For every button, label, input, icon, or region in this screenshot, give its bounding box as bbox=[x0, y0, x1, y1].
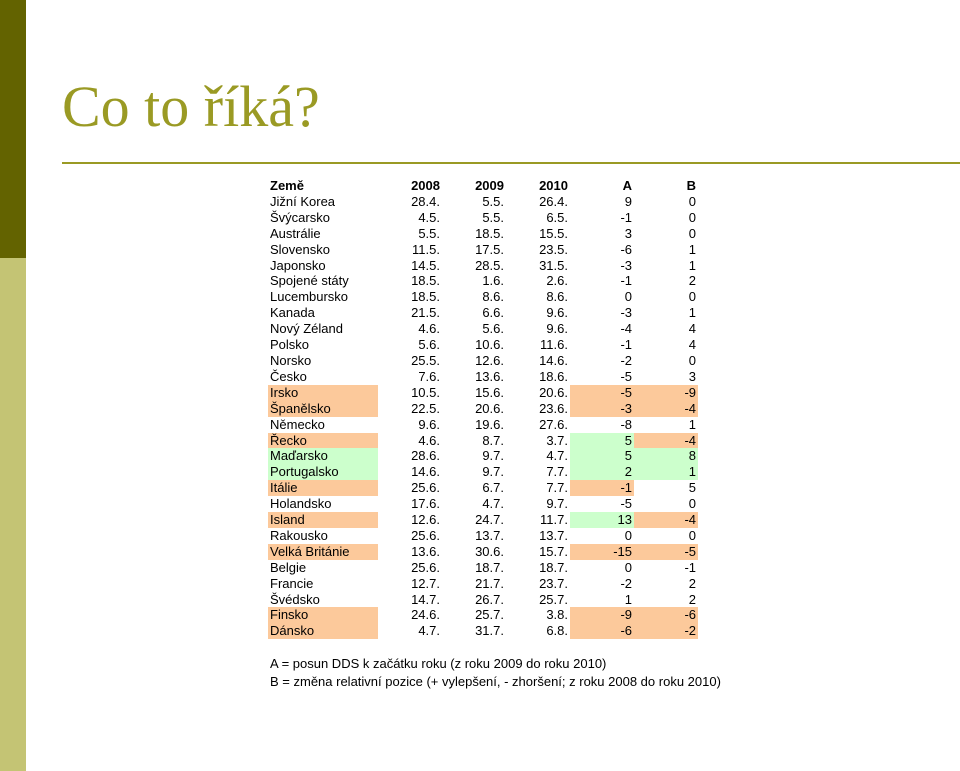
cell-value-b: -5 bbox=[634, 544, 698, 560]
cell-date-2010: 11.6. bbox=[540, 337, 568, 353]
cell-value-a: -15 bbox=[570, 544, 634, 560]
cell-value-a: -3 bbox=[570, 401, 634, 417]
cell-country: Austrálie bbox=[270, 225, 321, 241]
cell-value-a: -9 bbox=[570, 607, 634, 623]
cell-date-2009: 5.6. bbox=[482, 321, 504, 337]
cell-value-a: 5 bbox=[570, 433, 634, 449]
cell-value-a: -1 bbox=[620, 337, 632, 353]
cell-country: Nový Zéland bbox=[270, 321, 343, 337]
cell-date-2010: 23.6. bbox=[539, 400, 568, 416]
cell-value-a: -1 bbox=[620, 209, 632, 225]
cell-date-2008: 7.6. bbox=[418, 368, 440, 384]
table-row bbox=[268, 496, 698, 512]
cell-value-a: 9 bbox=[624, 193, 632, 209]
cell-date-2009: 5.5. bbox=[482, 209, 504, 225]
cell-date-2009: 10.6. bbox=[475, 337, 504, 353]
cell-value-b: 5 bbox=[688, 480, 696, 496]
cell-value-a: -4 bbox=[620, 321, 632, 337]
cell-date-2008: 24.6. bbox=[411, 607, 440, 623]
table-row bbox=[268, 353, 698, 369]
cell-value-a: 3 bbox=[624, 225, 632, 241]
table-row bbox=[268, 321, 698, 337]
cell-date-2009: 26.7. bbox=[475, 591, 504, 607]
cell-date-2009: 6.7. bbox=[482, 480, 504, 496]
cell-date-2009: 8.7. bbox=[482, 432, 504, 448]
cell-date-2010: 18.6. bbox=[539, 368, 568, 384]
cell-date-2009: 1.6. bbox=[482, 273, 504, 289]
cell-date-2009: 18.5. bbox=[475, 225, 504, 241]
cell-date-2009: 21.7. bbox=[475, 575, 504, 591]
table-row bbox=[268, 369, 698, 385]
cell-date-2010: 18.7. bbox=[539, 559, 568, 575]
cell-country: Velká Británie bbox=[268, 544, 378, 560]
table-row bbox=[268, 592, 698, 608]
table-row bbox=[268, 464, 698, 480]
cell-value-a: -6 bbox=[570, 623, 634, 639]
cell-value-a: -5 bbox=[570, 385, 634, 401]
cell-date-2009: 12.6. bbox=[475, 352, 504, 368]
cell-value-a: -3 bbox=[620, 305, 632, 321]
table-row bbox=[268, 576, 698, 592]
cell-value-b: 0 bbox=[688, 289, 696, 305]
cell-date-2010: 9.6. bbox=[546, 321, 568, 337]
cell-date-2010: 20.6. bbox=[539, 384, 568, 400]
header-country: Země bbox=[270, 178, 304, 193]
cell-date-2009: 4.7. bbox=[482, 496, 504, 512]
cell-value-a: 13 bbox=[570, 512, 634, 528]
cell-value-a: -1 bbox=[620, 273, 632, 289]
cell-country: Japonsko bbox=[270, 257, 326, 273]
cell-country: Dánsko bbox=[268, 623, 378, 639]
cell-date-2009: 9.7. bbox=[482, 464, 504, 480]
cell-date-2009: 15.6. bbox=[475, 384, 504, 400]
cell-value-b: 0 bbox=[688, 352, 696, 368]
cell-date-2010: 23.5. bbox=[539, 241, 568, 257]
cell-date-2009: 17.5. bbox=[475, 241, 504, 257]
cell-date-2008: 25.5. bbox=[411, 352, 440, 368]
cell-country: Slovensko bbox=[270, 241, 330, 257]
cell-value-b: -9 bbox=[634, 385, 698, 401]
cell-date-2010: 11.7. bbox=[540, 512, 568, 528]
cell-value-b: 0 bbox=[688, 193, 696, 209]
cell-date-2008: 4.6. bbox=[418, 432, 440, 448]
cell-value-b: 4 bbox=[688, 321, 696, 337]
cell-value-b: -4 bbox=[634, 401, 698, 417]
header-2009: 2009 bbox=[475, 178, 504, 193]
table-row bbox=[268, 242, 698, 258]
cell-value-b: 8 bbox=[634, 448, 698, 464]
cell-date-2009: 24.7. bbox=[475, 512, 504, 528]
cell-country: Holandsko bbox=[270, 496, 332, 512]
cell-date-2008: 10.5. bbox=[411, 384, 440, 400]
cell-value-a: -6 bbox=[620, 241, 632, 257]
cell-date-2008: 12.7. bbox=[411, 575, 440, 591]
cell-value-a: -5 bbox=[620, 368, 632, 384]
table-row bbox=[268, 289, 698, 305]
cell-value-b: 0 bbox=[688, 225, 696, 241]
cell-date-2009: 31.7. bbox=[475, 623, 504, 639]
cell-date-2008: 9.6. bbox=[418, 416, 440, 432]
table-row bbox=[268, 210, 698, 226]
cell-date-2010: 7.7. bbox=[546, 464, 568, 480]
cell-date-2010: 3.8. bbox=[546, 607, 568, 623]
cell-value-a: -8 bbox=[620, 416, 632, 432]
cell-date-2010: 23.7. bbox=[539, 575, 568, 591]
header-a: A bbox=[622, 178, 632, 193]
table-row bbox=[268, 385, 698, 401]
cell-value-b: 2 bbox=[688, 591, 696, 607]
cell-value-a: 0 bbox=[624, 559, 632, 575]
cell-value-b: 2 bbox=[688, 575, 696, 591]
cell-date-2008: 28.4. bbox=[411, 193, 440, 209]
cell-date-2010: 4.7. bbox=[546, 448, 568, 464]
cell-value-a: 5 bbox=[570, 448, 634, 464]
cell-value-b: -6 bbox=[634, 607, 698, 623]
cell-date-2010: 9.7. bbox=[546, 496, 568, 512]
cell-date-2010: 14.6. bbox=[539, 352, 568, 368]
cell-date-2008: 25.6. bbox=[411, 527, 440, 543]
data-table bbox=[268, 178, 698, 639]
cell-value-b: -4 bbox=[634, 433, 698, 449]
cell-date-2008: 14.7. bbox=[411, 591, 440, 607]
cell-date-2008: 5.6. bbox=[418, 337, 440, 353]
table-row bbox=[268, 194, 698, 210]
cell-date-2010: 2.6. bbox=[546, 273, 568, 289]
cell-value-b: 1 bbox=[634, 464, 698, 480]
table-row bbox=[268, 512, 698, 528]
cell-country: Řecko bbox=[268, 433, 378, 449]
cell-value-b: -1 bbox=[684, 559, 696, 575]
cell-date-2008: 13.6. bbox=[411, 543, 440, 559]
cell-date-2010: 6.5. bbox=[546, 209, 568, 225]
cell-date-2009: 28.5. bbox=[475, 257, 504, 273]
cell-country: Island bbox=[268, 512, 378, 528]
cell-date-2008: 18.5. bbox=[411, 273, 440, 289]
cell-date-2008: 18.5. bbox=[411, 289, 440, 305]
cell-date-2008: 22.5. bbox=[411, 400, 440, 416]
table-row bbox=[268, 401, 698, 417]
cell-country: Švýcarsko bbox=[270, 209, 330, 225]
cell-country: Irsko bbox=[268, 385, 378, 401]
cell-country: Spojené státy bbox=[270, 273, 349, 289]
table-row bbox=[268, 448, 698, 464]
cell-date-2008: 25.6. bbox=[411, 559, 440, 575]
cell-value-a: -2 bbox=[620, 575, 632, 591]
table-row bbox=[268, 273, 698, 289]
cell-date-2008: 11.5. bbox=[412, 241, 440, 257]
cell-date-2009: 6.6. bbox=[482, 305, 504, 321]
cell-country: Portugalsko bbox=[268, 464, 378, 480]
cell-date-2010: 9.6. bbox=[546, 305, 568, 321]
cell-date-2010: 6.8. bbox=[546, 623, 568, 639]
cell-value-b: -4 bbox=[634, 512, 698, 528]
cell-date-2009: 9.7. bbox=[482, 448, 504, 464]
table-row bbox=[268, 560, 698, 576]
cell-country: Finsko bbox=[268, 607, 378, 623]
cell-value-b: 4 bbox=[688, 337, 696, 353]
cell-country: Norsko bbox=[270, 352, 312, 368]
cell-country: Česko bbox=[270, 368, 307, 384]
cell-country: Belgie bbox=[270, 559, 307, 575]
decorative-bar-light bbox=[0, 258, 26, 771]
legend-line-a: A = posun DDS k začátku roku (z roku 2009 do roku 2010) bbox=[270, 656, 607, 671]
table-row bbox=[268, 623, 698, 639]
cell-date-2008: 4.6. bbox=[418, 321, 440, 337]
cell-date-2008: 21.5. bbox=[411, 305, 440, 321]
cell-value-a: 0 bbox=[624, 289, 632, 305]
decorative-bar-dark bbox=[0, 0, 26, 258]
cell-date-2010: 7.7. bbox=[546, 480, 568, 496]
cell-date-2010: 15.7. bbox=[539, 543, 568, 559]
table-body bbox=[268, 194, 698, 639]
cell-value-a: -3 bbox=[620, 257, 632, 273]
cell-date-2009: 13.6. bbox=[475, 368, 504, 384]
table-row bbox=[268, 226, 698, 242]
cell-date-2009: 20.6. bbox=[475, 400, 504, 416]
cell-country: Francie bbox=[270, 575, 314, 591]
cell-country: Itálie bbox=[268, 480, 378, 496]
cell-value-b: -2 bbox=[634, 623, 698, 639]
header-2010: 2010 bbox=[539, 178, 568, 193]
table-row bbox=[268, 433, 698, 449]
cell-date-2010: 8.6. bbox=[546, 289, 568, 305]
table-header-row bbox=[268, 178, 698, 194]
cell-country: Španělsko bbox=[268, 401, 378, 417]
cell-date-2008: 5.5. bbox=[418, 225, 440, 241]
cell-value-b: 2 bbox=[688, 273, 696, 289]
cell-date-2008: 25.6. bbox=[411, 480, 440, 496]
cell-value-b: 0 bbox=[688, 527, 696, 543]
cell-country: Lucembursko bbox=[270, 289, 349, 305]
table-row bbox=[268, 337, 698, 353]
cell-date-2009: 19.6. bbox=[475, 416, 504, 432]
title-divider bbox=[62, 162, 960, 164]
cell-date-2008: 14.5. bbox=[411, 257, 440, 273]
cell-date-2010: 25.7. bbox=[539, 591, 568, 607]
cell-country: Rakousko bbox=[270, 527, 328, 543]
cell-value-b: 0 bbox=[688, 496, 696, 512]
cell-value-a: -2 bbox=[620, 352, 632, 368]
cell-date-2010: 26.4. bbox=[539, 193, 568, 209]
table-row bbox=[268, 544, 698, 560]
table-row bbox=[268, 258, 698, 274]
cell-date-2010: 3.7. bbox=[546, 432, 568, 448]
cell-value-b: 1 bbox=[688, 416, 696, 432]
header-2008: 2008 bbox=[411, 178, 440, 193]
slide-title: Co to říká? bbox=[62, 74, 320, 139]
legend bbox=[270, 655, 721, 691]
cell-value-b: 1 bbox=[688, 241, 696, 257]
cell-country: Kanada bbox=[270, 305, 315, 321]
cell-date-2009: 13.7. bbox=[475, 527, 504, 543]
cell-date-2010: 15.5. bbox=[539, 225, 568, 241]
cell-value-b: 3 bbox=[688, 368, 696, 384]
cell-date-2009: 25.7. bbox=[475, 607, 504, 623]
cell-date-2008: 12.6. bbox=[411, 512, 440, 528]
cell-date-2008: 28.6. bbox=[411, 448, 440, 464]
cell-country: Maďarsko bbox=[268, 448, 378, 464]
cell-country: Německo bbox=[270, 416, 325, 432]
cell-value-a: 0 bbox=[624, 527, 632, 543]
header-b: B bbox=[686, 178, 696, 193]
cell-country: Švédsko bbox=[270, 591, 320, 607]
cell-value-a: 1 bbox=[624, 591, 632, 607]
legend-line-b: B = změna relativní pozice (+ vylepšení, - zhoršení; z roku 2008 do roku 2010) bbox=[270, 674, 721, 689]
cell-date-2008: 17.6. bbox=[411, 496, 440, 512]
table-row bbox=[268, 417, 698, 433]
table-row bbox=[268, 528, 698, 544]
cell-date-2009: 8.6. bbox=[482, 289, 504, 305]
cell-date-2009: 5.5. bbox=[482, 193, 504, 209]
cell-date-2008: 14.6. bbox=[411, 464, 440, 480]
cell-country: Jižní Korea bbox=[270, 193, 336, 209]
cell-country: Polsko bbox=[270, 337, 310, 353]
cell-date-2009: 18.7. bbox=[475, 559, 504, 575]
cell-date-2008: 4.7. bbox=[418, 623, 440, 639]
cell-date-2010: 31.5. bbox=[539, 257, 568, 273]
cell-date-2008: 4.5. bbox=[418, 209, 440, 225]
cell-value-b: 1 bbox=[688, 257, 696, 273]
cell-date-2010: 27.6. bbox=[539, 416, 568, 432]
table-row bbox=[268, 480, 698, 496]
cell-value-b: 1 bbox=[688, 305, 696, 321]
cell-value-a: -5 bbox=[620, 496, 632, 512]
cell-value-a: 2 bbox=[570, 464, 634, 480]
table-row bbox=[268, 305, 698, 321]
cell-value-a: -1 bbox=[570, 480, 634, 496]
table-row bbox=[268, 607, 698, 623]
cell-date-2010: 13.7. bbox=[539, 527, 568, 543]
cell-date-2009: 30.6. bbox=[475, 543, 504, 559]
cell-value-b: 0 bbox=[688, 209, 696, 225]
